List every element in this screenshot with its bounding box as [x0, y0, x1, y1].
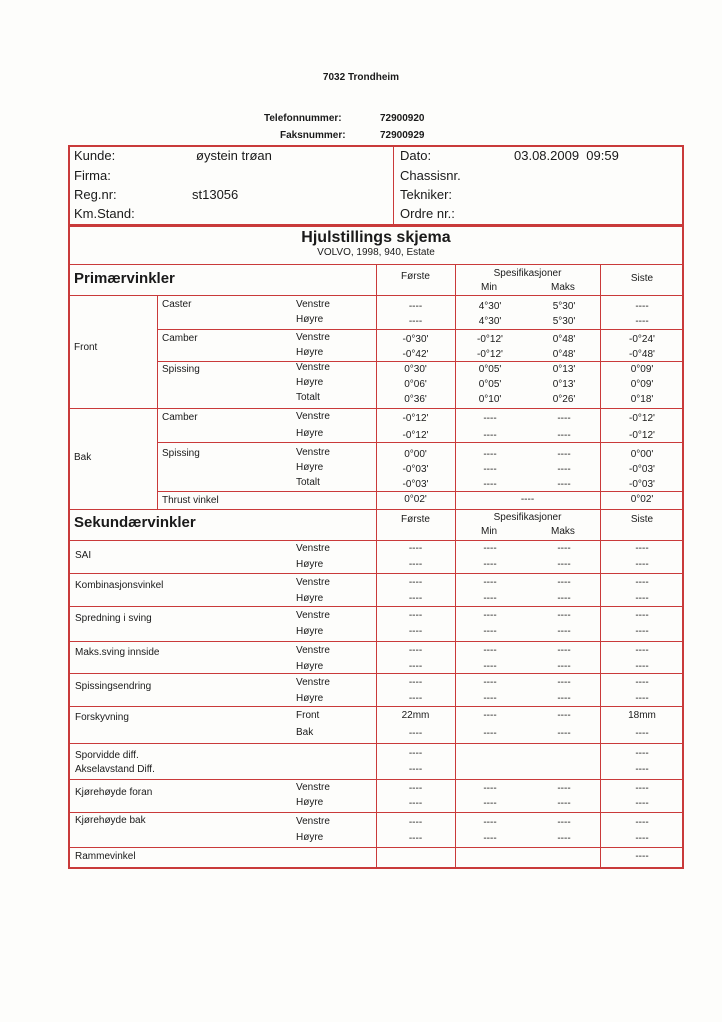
dash-kjorehoyde-foran-1-max: ---- [557, 798, 571, 809]
dash-kjorehoyde-bak-1-max: ---- [557, 833, 571, 844]
dash-kjorehoyde-foran-0-first: ---- [408, 783, 423, 794]
dash-maks-sving-1-max: ---- [557, 661, 571, 672]
dash-spredning-1-max: ---- [557, 626, 571, 637]
dash-kombinasjon-0-first: ---- [408, 577, 423, 588]
front-bak-divider [69, 408, 683, 409]
dash-kjorehoyde-foran-1-first: ---- [408, 798, 423, 809]
maks-sving-label: Maks.sving innside [75, 647, 160, 658]
first-bak_spiss_v: 0°00' [404, 449, 427, 460]
dash-spissingsendring-1-max: ---- [557, 693, 571, 704]
dash-spissingsendring-0-min: ---- [483, 677, 497, 688]
dato-label: Dato: [400, 148, 432, 163]
first-front_caster_h: ---- [408, 316, 423, 327]
spissingsendring-side-1: Høyre [296, 693, 324, 704]
sec-col-first: Første [401, 514, 430, 525]
dash-sai-0-first: ---- [408, 543, 423, 554]
side-label-front_spiss_v: Venstre [296, 362, 330, 373]
dash-akselavstand-first: ---- [408, 764, 423, 775]
min-bak_spiss_t: ---- [483, 479, 497, 490]
thrust-divider [158, 491, 683, 492]
dash-spredning-1-last: ---- [635, 626, 649, 637]
kjorehoyde-bak-side-0: Venstre [296, 816, 330, 827]
first-front_camber_h: -0°42' [402, 349, 429, 360]
max-front_caster_v: 5°30' [552, 301, 576, 312]
side-label-front_spiss_t: Totalt [296, 392, 320, 403]
regnr-label: Reg.nr: [74, 187, 117, 202]
last-front_spiss_v: 0°09' [630, 364, 654, 375]
col-last: Siste [630, 273, 654, 284]
kmstand-label: Km.Stand: [74, 206, 135, 221]
max-bak_camber_h: ---- [557, 430, 571, 441]
secondary-heading: Sekundærvinkler [74, 514, 196, 531]
max-front_caster_h: 5°30' [552, 316, 576, 327]
bak-camber-label: Camber [162, 412, 198, 423]
col-spec: Spesifikasjoner [493, 268, 562, 279]
chassis-label: Chassisnr. [400, 168, 461, 183]
thrust-label: Thrust vinkel [162, 495, 219, 506]
dash-maks-sving-1-min: ---- [483, 661, 497, 672]
tekniker-label: Tekniker: [400, 187, 453, 202]
min-front_camber_v: -0°12' [477, 334, 503, 345]
dash-kombinasjon-1-min: ---- [483, 593, 497, 604]
dash-kombinasjon-1-last: ---- [635, 593, 649, 604]
bak-spissing-label: Spissing [162, 448, 200, 459]
front-label: Front [74, 342, 98, 353]
kjorehoyde-foran-label: Kjørehøyde foran [75, 787, 153, 798]
max-bak_camber_v: ---- [557, 413, 571, 424]
max-front_camber_h: 0°48' [552, 349, 576, 360]
dash-sai-0-last: ---- [635, 543, 649, 554]
city-heading: 7032 Trondheim [322, 72, 400, 83]
forskyvning-front-last: 18mm [628, 710, 656, 721]
max-front_spiss_t: 0°26' [552, 394, 576, 405]
dash-spissingsendring-0-first: ---- [408, 677, 423, 688]
side-label-bak_camber_v: Venstre [296, 411, 330, 422]
last-front_caster_v: ---- [635, 301, 649, 312]
dash-forskyvning-bak-first: ---- [408, 728, 423, 739]
max-front_camber_v: 0°48' [552, 334, 576, 345]
camber-divider [158, 361, 683, 362]
sai-side-0: Venstre [296, 543, 330, 554]
forskyvning-front-max: ---- [557, 710, 571, 721]
dash-kjorehoyde-foran-0-min: ---- [483, 783, 497, 794]
spredning-label: Spredning i sving [75, 613, 152, 624]
kjorehoyde-bak-label: Kjørehøyde bak [75, 815, 146, 826]
spredning-side-0: Venstre [296, 610, 330, 621]
spissingsendring-label: Spissingsendring [75, 681, 152, 692]
dash-spissingsendring-1-last: ---- [635, 693, 649, 704]
forskyvning-front-first: 22mm [401, 710, 430, 721]
dash-sporvidde-last: ---- [635, 748, 649, 759]
first-front_spiss_t: 0°36' [404, 394, 427, 405]
spissingsendring-side-0: Venstre [296, 677, 330, 688]
kjorehoyde-bak-side-1: Høyre [296, 832, 324, 843]
kjorehoyde-foran-side-1: Høyre [296, 797, 324, 808]
phone-value: 72900920 [380, 113, 425, 124]
regnr-value: st13056 [192, 187, 239, 202]
secondary-header-divider [69, 540, 683, 541]
sec-col-last: Siste [630, 514, 654, 525]
sec-col-spec: Spesifikasjoner [493, 512, 562, 523]
dash-forskyvning-bak-min: ---- [483, 728, 497, 739]
sec-col-min: Min [481, 526, 498, 537]
caster-label: Caster [162, 299, 192, 310]
dash-spissingsendring-0-last: ---- [635, 677, 649, 688]
sporvidde-label: Sporvidde diff. [75, 750, 139, 761]
first-front_spiss_v: 0°30' [404, 364, 427, 375]
dash-kjorehoyde-foran-1-last: ---- [635, 798, 649, 809]
dash-maks-sving-1-first: ---- [408, 661, 423, 672]
dash-forskyvning-bak-max: ---- [557, 728, 571, 739]
min-front_spiss_v: 0°05' [478, 364, 502, 375]
primary-heading: Primærvinkler [74, 270, 175, 287]
side-label-bak_camber_h: Høyre [296, 428, 324, 439]
max-front_spiss_h: 0°13' [552, 379, 576, 390]
dash-spredning-0-max: ---- [557, 610, 571, 621]
dash-maks-sving-0-max: ---- [557, 645, 571, 656]
last-bak_spiss_t: -0°03' [629, 479, 655, 490]
spissingsendring-divider [69, 706, 683, 707]
max-bak_spiss_h: ---- [557, 464, 571, 475]
dash-kjorehoyde-bak-0-first: ---- [408, 817, 423, 828]
maks-sving-side-0: Venstre [296, 645, 330, 656]
forskyvning-front-min: ---- [483, 710, 497, 721]
col-first: Første [401, 271, 430, 282]
dash-spredning-1-first: ---- [408, 626, 423, 637]
first-bak_spiss_t: -0°03' [402, 479, 429, 490]
spredning-divider [69, 641, 683, 642]
min-bak_camber_h: ---- [483, 430, 497, 441]
sai-side-1: Høyre [296, 559, 324, 570]
dash-kombinasjon-1-first: ---- [408, 593, 423, 604]
min-front_caster_v: 4°30' [478, 301, 502, 312]
min-bak_spiss_h: ---- [483, 464, 497, 475]
col-sep-group [157, 296, 158, 509]
kjorehoyde-bak-divider [69, 847, 683, 848]
dash-forskyvning-bak-last: ---- [635, 728, 649, 739]
first-front_camber_v: -0°30' [402, 334, 429, 345]
camber-label: Camber [162, 333, 198, 344]
first-front_caster_v: ---- [408, 301, 423, 312]
sai-label: SAI [75, 550, 92, 561]
kombinasjon-label: Kombinasjonsvinkel [75, 580, 164, 591]
phone-label: Telefonnummer: [264, 113, 342, 124]
dash-kjorehoyde-foran-0-max: ---- [557, 783, 571, 794]
dash-kjorehoyde-bak-1-last: ---- [635, 833, 649, 844]
customer-divider [393, 146, 394, 225]
dash-kjorehoyde-bak-1-first: ---- [408, 833, 423, 844]
first-thrust: 0°02' [404, 494, 427, 505]
last-front_camber_v: -0°24' [629, 334, 655, 345]
dash-sai-1-last: ---- [635, 559, 649, 570]
min-front_spiss_h: 0°05' [478, 379, 502, 390]
last-front_spiss_h: 0°09' [630, 379, 654, 390]
spredning-side-1: Høyre [296, 626, 324, 637]
fax-value: 72900929 [380, 130, 425, 141]
dash-spredning-0-first: ---- [408, 610, 423, 621]
last-bak_camber_h: -0°12' [629, 430, 655, 441]
dash-sai-1-max: ---- [557, 559, 571, 570]
bak-label: Bak [74, 452, 92, 463]
kjorehoyde-foran-side-0: Venstre [296, 782, 330, 793]
side-label-front_camber_v: Venstre [296, 332, 330, 343]
sai-divider [69, 573, 683, 574]
kombinasjon-side-0: Venstre [296, 577, 330, 588]
last-bak_spiss_v: 0°00' [630, 449, 654, 460]
min-front_spiss_t: 0°10' [478, 394, 502, 405]
spec-thrust: ---- [520, 494, 535, 505]
fax-label: Faksnummer: [280, 130, 346, 141]
maks-sving-side-1: Høyre [296, 661, 324, 672]
akselavstand-label: Akselavstand Diff. [75, 764, 155, 775]
vehicle-info: VOLVO, 1998, 940, Estate [317, 247, 435, 258]
side-label-front_caster_v: Venstre [296, 299, 330, 310]
dash-kjorehoyde-bak-0-max: ---- [557, 817, 571, 828]
dash-spissingsendring-1-min: ---- [483, 693, 497, 704]
last-bak_camber_v: -0°12' [629, 413, 655, 424]
first-bak_camber_v: -0°12' [402, 413, 429, 424]
dash-sai-1-first: ---- [408, 559, 423, 570]
dash-kjorehoyde-bak-0-last: ---- [635, 817, 649, 828]
side-label-front_caster_h: Høyre [296, 314, 324, 325]
last-front_spiss_t: 0°18' [630, 394, 654, 405]
dash-kombinasjon-1-max: ---- [557, 593, 571, 604]
first-bak_camber_h: -0°12' [402, 430, 429, 441]
side-label-bak_spiss_v: Venstre [296, 447, 330, 458]
maks-sving-divider [69, 673, 683, 674]
dash-sai-0-min: ---- [483, 543, 497, 554]
dash-kombinasjon-0-last: ---- [635, 577, 649, 588]
rammevinkel-last: ---- [635, 851, 649, 862]
kombinasjon-side-1: Høyre [296, 593, 324, 604]
dash-kombinasjon-0-min: ---- [483, 577, 497, 588]
forskyvning-bak-label: Bak [296, 727, 314, 738]
dash-kjorehoyde-bak-0-min: ---- [483, 817, 497, 828]
dash-kjorehoyde-foran-1-min: ---- [483, 798, 497, 809]
dash-sporvidde-first: ---- [408, 748, 423, 759]
dash-sai-1-min: ---- [483, 559, 497, 570]
dash-maks-sving-0-min: ---- [483, 645, 497, 656]
ordre-label: Ordre nr.: [400, 206, 455, 221]
rammevinkel-label: Rammevinkel [75, 851, 136, 862]
forskyvning-front-label: Front [296, 710, 320, 721]
min-front_caster_h: 4°30' [478, 316, 502, 327]
dash-kjorehoyde-bak-1-min: ---- [483, 833, 497, 844]
col-max: Maks [551, 282, 575, 293]
dash-spredning-0-min: ---- [483, 610, 497, 621]
side-label-bak_spiss_t: Totalt [296, 477, 320, 488]
kjorehoyde-foran-divider [69, 812, 683, 813]
sec-col-sep-2 [455, 510, 456, 867]
col-min: Min [481, 282, 498, 293]
min-bak_spiss_v: ---- [483, 449, 497, 460]
caster-divider [158, 329, 683, 330]
max-front_spiss_v: 0°13' [552, 364, 576, 375]
firma-label: Firma: [74, 168, 111, 183]
form-title: Hjulstillings skjema [301, 229, 451, 246]
last-front_camber_h: -0°48' [629, 349, 655, 360]
kunde-value: øystein trøan [196, 148, 272, 163]
col-sep-2 [455, 265, 456, 509]
dash-maks-sving-0-last: ---- [635, 645, 649, 656]
bak-camber-divider [158, 442, 683, 443]
dash-spredning-1-min: ---- [483, 626, 497, 637]
first-front_spiss_h: 0°06' [404, 379, 427, 390]
kombinasjon-divider [69, 606, 683, 607]
dash-spissingsendring-1-first: ---- [408, 693, 423, 704]
sporvidde-divider [69, 779, 683, 780]
forskyvning-divider [69, 743, 683, 744]
dash-maks-sving-0-first: ---- [408, 645, 423, 656]
max-bak_spiss_v: ---- [557, 449, 571, 460]
min-bak_camber_v: ---- [483, 413, 497, 424]
forskyvning-label: Forskyvning [75, 712, 129, 723]
last-bak_spiss_h: -0°03' [629, 464, 655, 475]
first-bak_spiss_h: -0°03' [402, 464, 429, 475]
dash-sai-0-max: ---- [557, 543, 571, 554]
side-label-front_spiss_h: Høyre [296, 377, 324, 388]
spissing-label: Spissing [162, 364, 200, 375]
sec-col-max: Maks [551, 526, 575, 537]
last-front_caster_h: ---- [635, 316, 649, 327]
side-label-front_camber_h: Høyre [296, 347, 324, 358]
dash-kombinasjon-0-max: ---- [557, 577, 571, 588]
side-label-bak_spiss_h: Høyre [296, 462, 324, 473]
dash-spredning-0-last: ---- [635, 610, 649, 621]
dash-maks-sving-1-last: ---- [635, 661, 649, 672]
last-thrust: 0°02' [630, 494, 654, 505]
primary-header-divider [69, 295, 683, 296]
dash-spissingsendring-0-max: ---- [557, 677, 571, 688]
dash-akselavstand-last: ---- [635, 764, 649, 775]
min-front_camber_h: -0°12' [477, 349, 503, 360]
dash-kjorehoyde-foran-0-last: ---- [635, 783, 649, 794]
dato-value: 03.08.2009 09:59 [514, 148, 619, 163]
kunde-label: Kunde: [74, 148, 116, 163]
max-bak_spiss_t: ---- [557, 479, 571, 490]
